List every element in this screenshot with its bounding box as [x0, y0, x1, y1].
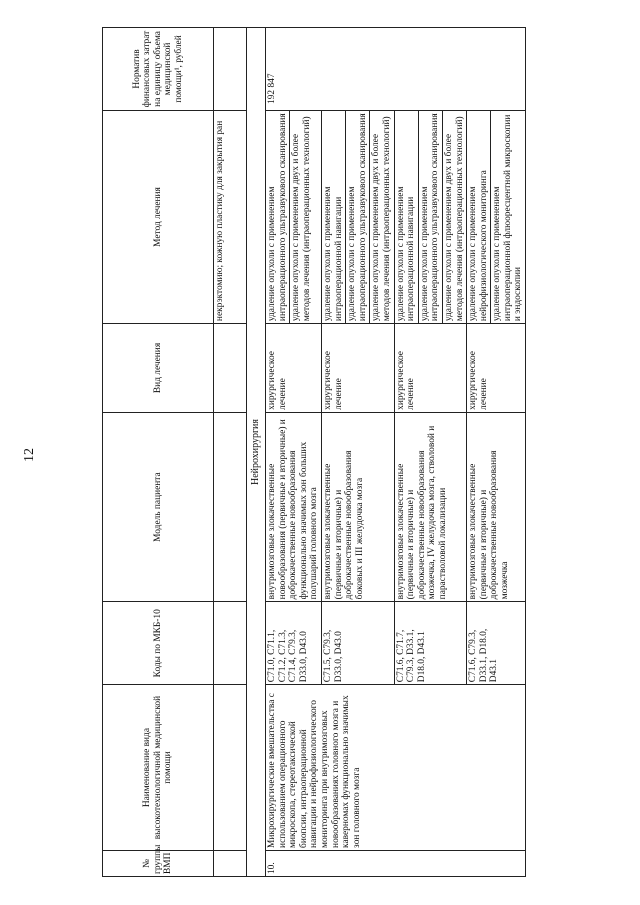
prev-row-method: некрэктомию; кожную пластику для закрытия ран — [214, 110, 247, 323]
treatment-type: хирургическое лечение — [321, 324, 394, 413]
section-title: Нейрохирургия — [247, 28, 266, 877]
mkb-codes: C71.6, C79.3, D33.1, D18.0, D43.1 — [467, 602, 526, 685]
treatment-type: хирургическое лечение — [467, 324, 526, 413]
method-item: удаление опухоли с применением интраоперационного ультразвукового сканирования — [418, 111, 441, 323]
patient-model: внутримозговые злокачественные (первичные и вторичные) и доброкачественные новообразования мозжечка — [467, 412, 526, 601]
header-mkb: Коды по МКБ-10 — [103, 602, 214, 685]
header-vid: Вид лечения — [103, 324, 214, 413]
treatment-methods — [394, 110, 467, 323]
method-item: удаление опухоли с применением нейрофизиологического мониторинга — [468, 170, 489, 322]
prev-row-cell — [214, 324, 247, 413]
mkb-codes: C71.0, C71.1, C71.2, C71.3, C71.4, C79.3, D33.0, D43.0 — [266, 602, 322, 685]
header-model: Модель пациента — [103, 412, 214, 601]
treatment-methods — [467, 110, 526, 323]
method-item: удаление опухоли с применением интраоперационной флюоресцентной микроскопии и эндоскопии — [490, 111, 524, 323]
table-row — [266, 28, 322, 877]
section-row — [247, 28, 266, 877]
treatment-type: хирургическое лечение — [394, 324, 467, 413]
page-number: 12 — [22, 448, 37, 462]
method-item: удаление опухоли с применением интраоперационной навигации — [322, 186, 344, 322]
prev-row-cell — [214, 412, 247, 601]
prev-row-cell — [214, 685, 247, 851]
treatment-methods — [266, 110, 322, 323]
header-price: Норматив финансовых затрат на единицу объема медицинской помощи¹, рублей — [103, 28, 214, 111]
method-item: удаление опухоли с применением двух и более методов лечения (интраоперационных технологий) — [369, 111, 392, 323]
prev-row-cell — [214, 850, 247, 876]
treatment-type: хирургическое лечение — [266, 324, 322, 413]
mkb-codes: C71.6, C71.7, C79.3, D33.1, D18.0, D43.1 — [394, 602, 467, 685]
header-method: Метод лечения — [103, 110, 214, 323]
vmp-table — [102, 27, 526, 877]
header-row — [103, 28, 214, 877]
patient-model: внутримозговые злокачественные новообразования (первичные и вторичные) и доброкачественные новообразования функционально значимых зон больших полушарий головного мозга — [266, 412, 322, 601]
header-num: № группы ВМП — [103, 850, 214, 876]
method-item: удаление опухоли с применением интраоперационного ультразвукового сканирования — [267, 113, 288, 322]
method-item: удаление опухоли с применением двух и более методов лечения (интраоперационных технологий) — [289, 111, 312, 323]
prev-row-cell — [214, 602, 247, 685]
prev-row — [214, 28, 247, 877]
patient-model: внутримозговые злокачественные (первичные и вторичные) и доброкачественные новообразования мозжечка, IV желудочка мозга, стволовой и парастволовой локализации — [394, 412, 467, 601]
mkb-codes: C71.5, C79.3, D33.0, D43.0 — [321, 602, 394, 685]
header-name: Наименование вида высокотехнологичной медицинской помощи — [103, 685, 214, 851]
patient-model: внутримозговые злокачественные (первичные и вторичные) и доброкачественные новообразования боковых и III желудочка мозга — [321, 412, 394, 601]
group-name: Микрохирургические вмешательства с использованием операционного микроскопа, стереотаксической биопсии, интраоперационной навигации и нейрофизиологического мониторинга при внутримозговых новообразованиях головного мозга и каверномах функционально значимых зон головного мозга — [266, 685, 526, 851]
method-item: удаление опухоли с применением интраоперационной навигации — [395, 186, 417, 322]
treatment-methods — [321, 110, 394, 323]
prev-row-cell — [214, 28, 247, 111]
rotated-table-page — [102, 27, 637, 877]
group-number: 10. — [266, 850, 526, 876]
method-item: удаление опухоли с применением интраоперационного ультразвукового сканирования — [345, 111, 368, 323]
method-item: удаление опухоли с применением двух и более методов лечения (интраоперационных технологий) — [442, 111, 465, 323]
financial-norm: 192 847 — [266, 28, 526, 111]
